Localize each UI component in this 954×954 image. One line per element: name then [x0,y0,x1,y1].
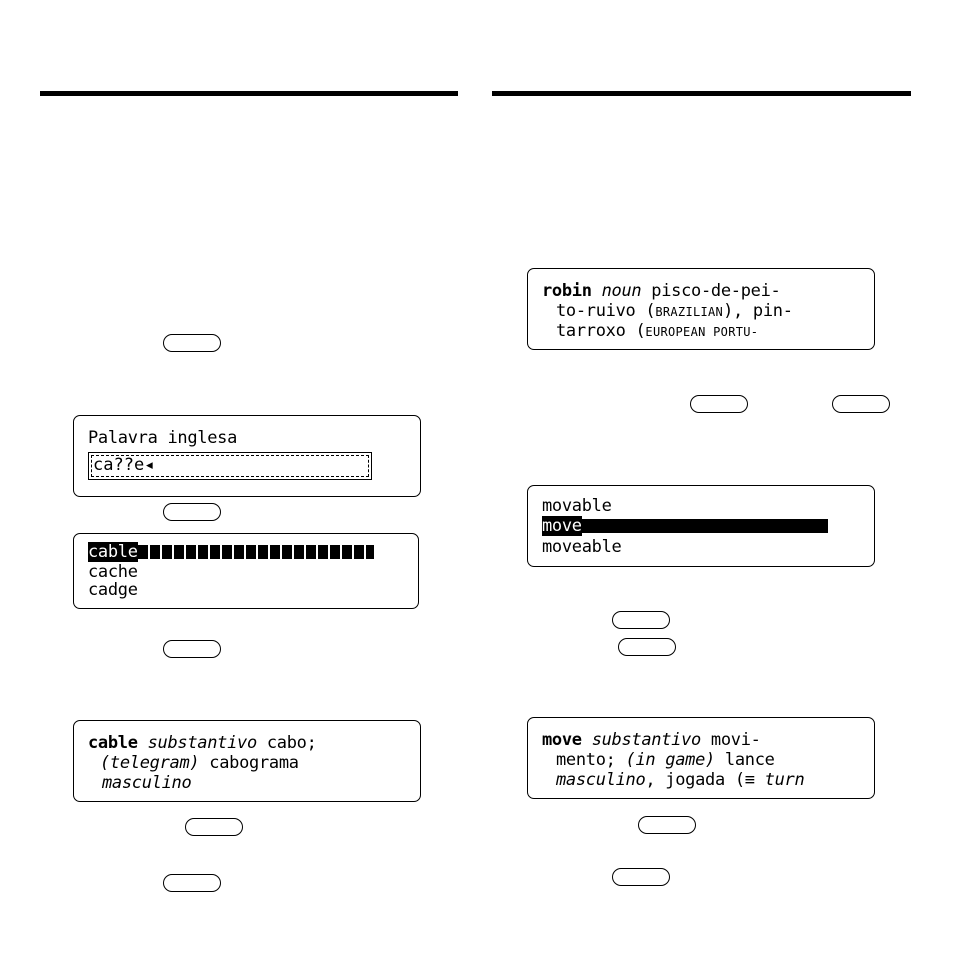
part-of-speech: substantivo [591,730,701,750]
top-rule-left [40,91,458,96]
key-button[interactable] [185,818,243,836]
headword: move [542,730,582,750]
key-button[interactable] [638,816,696,834]
lcd-screen-entry [73,415,421,497]
list-item[interactable]: movable [542,496,612,516]
headword: robin [542,281,592,301]
list-item[interactable]: moveable [542,537,622,557]
cursor-icon: ◂ [144,455,155,475]
lcd-screen-word-list-move [527,485,875,567]
key-button[interactable] [832,395,890,413]
lcd-screen-definition-move: move substantivo movi- mento; (in game) lance masculino, jogada (≡ turn [527,717,875,799]
headword: cable [88,733,138,753]
key-button[interactable] [612,611,670,629]
list-item[interactable]: cable [88,542,374,562]
search-input[interactable] [88,452,372,480]
key-button[interactable] [163,640,221,658]
list-item[interactable]: move [542,516,828,536]
key-button[interactable] [690,395,748,413]
search-input-value: ca??e [93,455,145,475]
key-button[interactable] [163,334,221,352]
lcd-screen-definition-robin: robin noun pisco-de-pei- to-ruivo (BRAZILIAN), pin- tarroxo (EUROPEAN PORTU- [527,268,875,350]
key-button[interactable] [163,874,221,892]
list-item[interactable]: cadge [88,580,138,600]
lcd-screen-word-list [73,533,419,609]
key-button[interactable] [612,868,670,886]
entry-label: Palavra inglesa [88,428,238,448]
lcd-screen-definition-cable: cable substantivo cabo; (telegram) cabograma masculino [73,720,421,802]
part-of-speech: noun [601,281,642,301]
part-of-speech: substantivo [147,733,257,753]
list-item[interactable]: cache [88,562,138,582]
top-rule-right [492,91,911,96]
key-button[interactable] [163,503,221,521]
key-button[interactable] [618,638,676,656]
equivalent-symbol-icon: ≡ [744,770,755,790]
